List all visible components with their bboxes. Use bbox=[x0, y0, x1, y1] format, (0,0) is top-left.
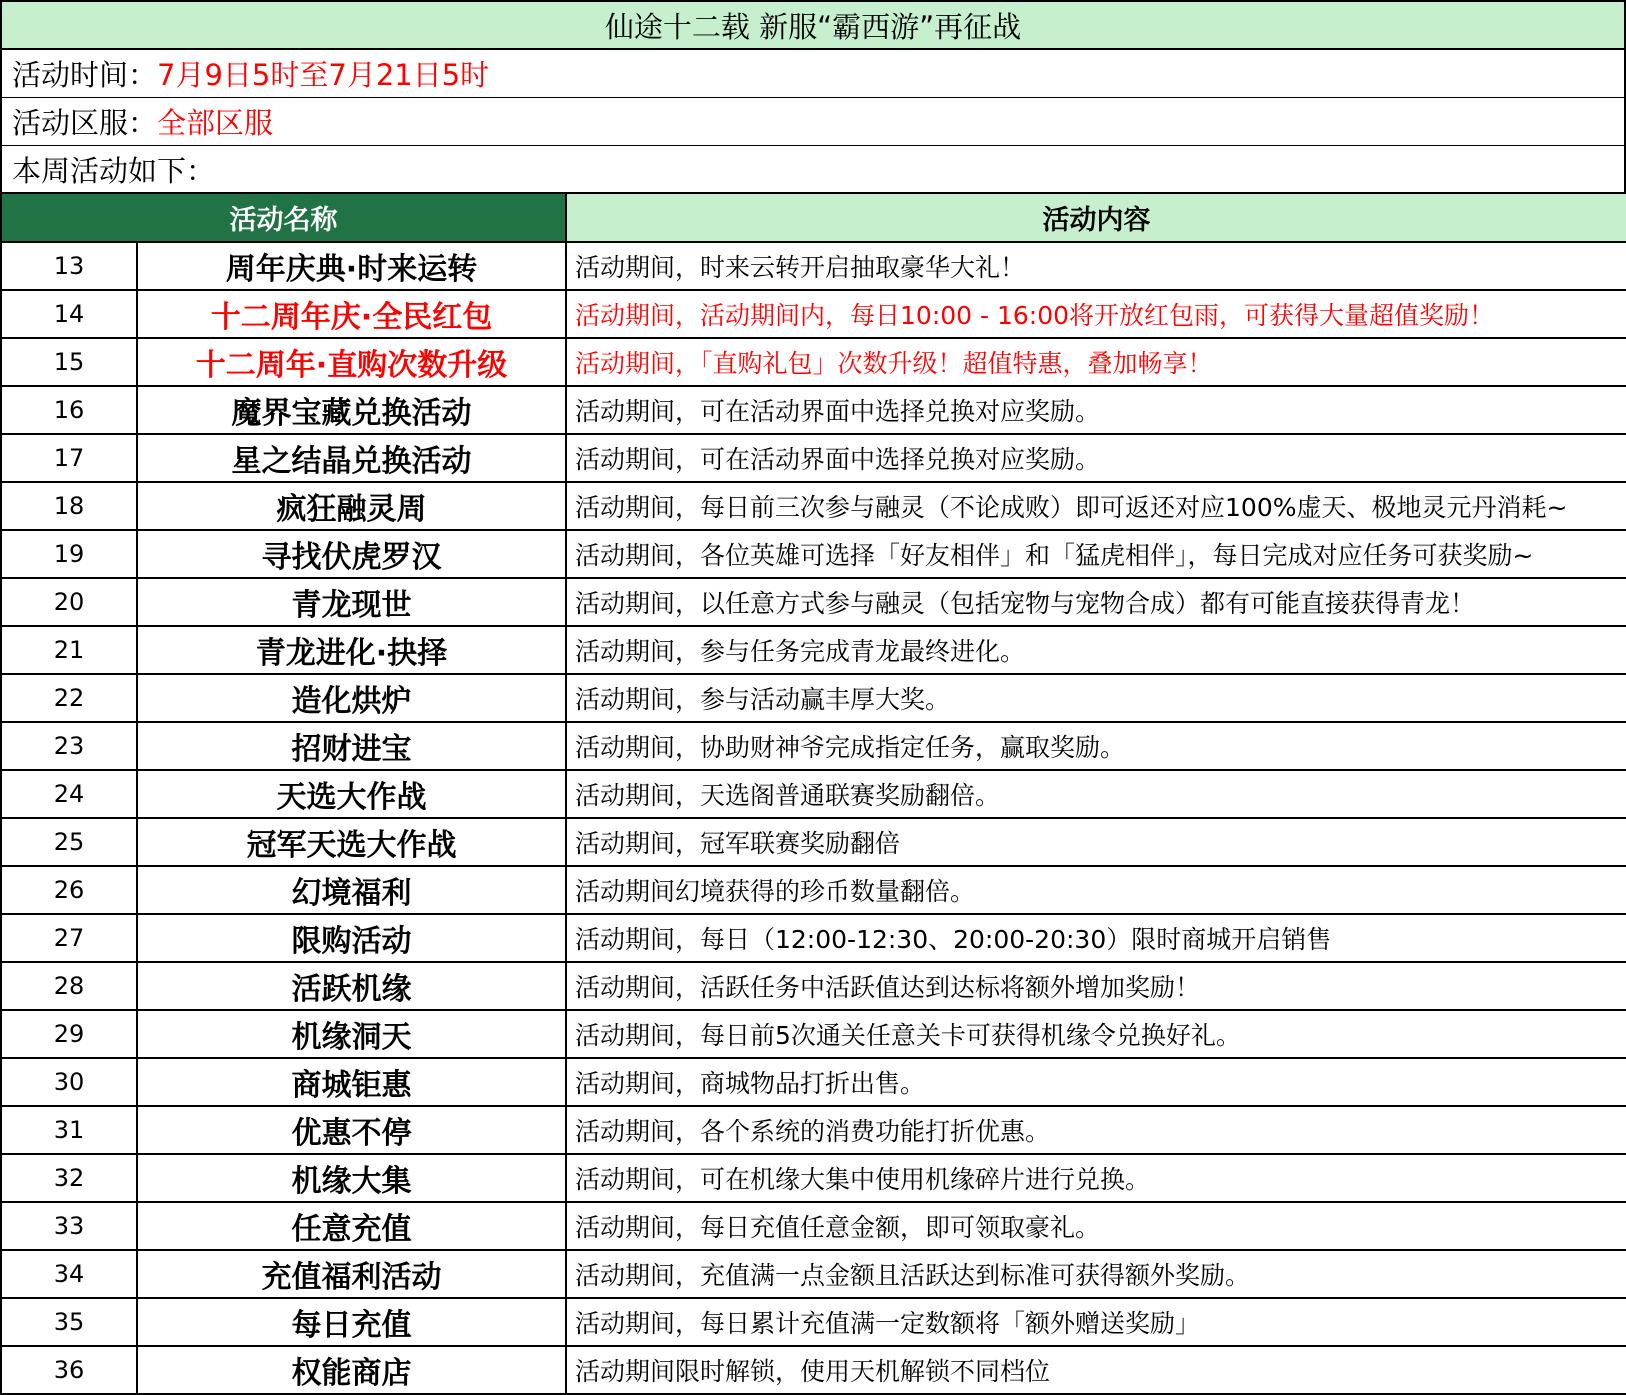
row-number-cell: 33 bbox=[1, 1202, 137, 1250]
activity-name-cell: 冠军天选大作战 bbox=[137, 818, 566, 866]
activity-name-cell: 造化烘炉 bbox=[137, 674, 566, 722]
row-number-cell: 13 bbox=[1, 242, 137, 290]
table-row bbox=[1, 1250, 1626, 1298]
activity-name-cell: 每日充值 bbox=[137, 1298, 566, 1346]
activity-content-cell: 活动期间，可在活动界面中选择兑换对应奖励。 bbox=[566, 434, 1626, 482]
activity-name-cell: 优惠不停 bbox=[137, 1106, 566, 1154]
table-header-row bbox=[1, 193, 1626, 242]
table-row bbox=[1, 530, 1626, 578]
table-row bbox=[1, 386, 1626, 434]
row-number-cell: 25 bbox=[1, 818, 137, 866]
activity-name-cell: 招财进宝 bbox=[137, 722, 566, 770]
table-row bbox=[1, 578, 1626, 626]
row-number-cell: 22 bbox=[1, 674, 137, 722]
activity-content-cell: 活动期间，冠军联赛奖励翻倍 bbox=[566, 818, 1626, 866]
activity-name-cell: 机缘大集 bbox=[137, 1154, 566, 1202]
activity-name-cell: 周年庆典·时来运转 bbox=[137, 242, 566, 290]
activity-content-cell: 活动期间，参与任务完成青龙最终进化。 bbox=[566, 626, 1626, 674]
row-number-cell: 15 bbox=[1, 338, 137, 386]
table-row bbox=[1, 242, 1626, 290]
activity-content-cell: 活动期间，以任意方式参与融灵（包括宠物与宠物合成）都有可能直接获得青龙！ bbox=[566, 578, 1626, 626]
activity-content-cell: 活动期间，天选阁普通联赛奖励翻倍。 bbox=[566, 770, 1626, 818]
activity-content-cell: 活动期间，参与活动赢丰厚大奖。 bbox=[566, 674, 1626, 722]
activity-time-row bbox=[0, 50, 1626, 98]
activity-name-cell: 疯狂融灵周 bbox=[137, 482, 566, 530]
activity-name-cell: 幻境福利 bbox=[137, 866, 566, 914]
row-number-cell: 21 bbox=[1, 626, 137, 674]
activity-name-cell: 权能商店 bbox=[137, 1346, 566, 1394]
activity-time-value: 7月9日5时至7月21日5时 bbox=[157, 58, 490, 92]
activity-content-cell: 活动期间，活动期间内，每日10:00 - 16:00将开放红包雨，可获得大量超值奖励！ bbox=[566, 290, 1626, 338]
row-number-cell: 31 bbox=[1, 1106, 137, 1154]
row-number-cell: 26 bbox=[1, 866, 137, 914]
activity-content-cell: 活动期间，每日累计充值满一定数额将「额外赠送奖励」 bbox=[566, 1298, 1626, 1346]
table-row bbox=[1, 626, 1626, 674]
column-header-name: 活动名称 bbox=[1, 193, 566, 242]
activity-content-cell: 活动期间，时来云转开启抽取豪华大礼！ bbox=[566, 242, 1626, 290]
activity-content-cell: 活动期间限时解锁，使用天机解锁不同档位 bbox=[566, 1346, 1626, 1394]
table-row bbox=[1, 866, 1626, 914]
activity-time-label: 活动时间： bbox=[12, 58, 158, 92]
table-row bbox=[1, 1346, 1626, 1394]
table-row bbox=[1, 962, 1626, 1010]
activity-name-cell: 寻找伏虎罗汉 bbox=[137, 530, 566, 578]
activity-server-value: 全部区服 bbox=[157, 106, 274, 140]
activity-content-cell: 活动期间，每日充值任意金额，即可领取豪礼。 bbox=[566, 1202, 1626, 1250]
row-number-cell: 32 bbox=[1, 1154, 137, 1202]
activity-content-cell: 活动期间，每日前5次通关任意关卡可获得机缘令兑换好礼。 bbox=[566, 1010, 1626, 1058]
table-row bbox=[1, 1010, 1626, 1058]
week-activities-label: 本周活动如下： bbox=[12, 153, 216, 188]
table-row bbox=[1, 1154, 1626, 1202]
activity-name-cell: 活跃机缘 bbox=[137, 962, 566, 1010]
activity-name-cell: 青龙现世 bbox=[137, 578, 566, 626]
activity-name-cell: 商城钜惠 bbox=[137, 1058, 566, 1106]
row-number-cell: 36 bbox=[1, 1346, 137, 1394]
page-title: 仙途十二载 新服“霸西游”再征战 bbox=[0, 0, 1626, 50]
activity-content-cell: 活动期间，可在活动界面中选择兑换对应奖励。 bbox=[566, 386, 1626, 434]
row-number-cell: 27 bbox=[1, 914, 137, 962]
activity-name-cell: 限购活动 bbox=[137, 914, 566, 962]
activity-name-cell: 任意充值 bbox=[137, 1202, 566, 1250]
activity-name-cell: 星之结晶兑换活动 bbox=[137, 434, 566, 482]
table-row bbox=[1, 1298, 1626, 1346]
table-row bbox=[1, 818, 1626, 866]
table-row bbox=[1, 482, 1626, 530]
row-number-cell: 17 bbox=[1, 434, 137, 482]
row-number-cell: 23 bbox=[1, 722, 137, 770]
table-row bbox=[1, 338, 1626, 386]
table-row bbox=[1, 770, 1626, 818]
activity-content-cell: 活动期间，每日前三次参与融灵（不论成败）即可返还对应100%虚天、极地灵元丹消耗~ bbox=[566, 482, 1626, 530]
activity-content-cell: 活动期间，充值满一点金额且活跃达到标准可获得额外奖励。 bbox=[566, 1250, 1626, 1298]
activity-name-cell: 十二周年庆·全民红包 bbox=[137, 290, 566, 338]
table-row bbox=[1, 434, 1626, 482]
activity-server-label: 活动区服： bbox=[12, 106, 158, 140]
activity-content-cell: 活动期间，「直购礼包」次数升级！超值特惠，叠加畅享！ bbox=[566, 338, 1626, 386]
activity-name-cell: 天选大作战 bbox=[137, 770, 566, 818]
row-number-cell: 16 bbox=[1, 386, 137, 434]
activity-name-cell: 魔界宝藏兑换活动 bbox=[137, 386, 566, 434]
activity-content-cell: 活动期间，商城物品打折出售。 bbox=[566, 1058, 1626, 1106]
row-number-cell: 14 bbox=[1, 290, 137, 338]
table-row bbox=[1, 674, 1626, 722]
row-number-cell: 28 bbox=[1, 962, 137, 1010]
activity-content-cell: 活动期间，协助财神爷完成指定任务，赢取奖励。 bbox=[566, 722, 1626, 770]
table-row bbox=[1, 290, 1626, 338]
activity-content-cell: 活动期间，各个系统的消费功能打折优惠。 bbox=[566, 1106, 1626, 1154]
week-activities-row bbox=[0, 146, 1626, 192]
activity-name-cell: 十二周年·直购次数升级 bbox=[137, 338, 566, 386]
table-row bbox=[1, 1202, 1626, 1250]
activity-name-cell: 青龙进化·抉择 bbox=[137, 626, 566, 674]
activity-content-cell: 活动期间，活跃任务中活跃值达到达标将额外增加奖励！ bbox=[566, 962, 1626, 1010]
activity-content-cell: 活动期间，各位英雄可选择「好友相伴」和「猛虎相伴」，每日完成对应任务可获奖励~ bbox=[566, 530, 1626, 578]
table-row bbox=[1, 1106, 1626, 1154]
row-number-cell: 34 bbox=[1, 1250, 137, 1298]
activity-name-cell: 充值福利活动 bbox=[137, 1250, 566, 1298]
table-row bbox=[1, 1058, 1626, 1106]
row-number-cell: 30 bbox=[1, 1058, 137, 1106]
activity-content-cell: 活动期间，可在机缘大集中使用机缘碎片进行兑换。 bbox=[566, 1154, 1626, 1202]
column-header-content: 活动内容 bbox=[566, 193, 1626, 242]
activity-name-cell: 机缘洞天 bbox=[137, 1010, 566, 1058]
activity-content-cell: 活动期间，每日（12:00-12:30、20:00-20:30）限时商城开启销售 bbox=[566, 914, 1626, 962]
activity-content-cell: 活动期间幻境获得的珍币数量翻倍。 bbox=[566, 866, 1626, 914]
activity-server-row bbox=[0, 98, 1626, 146]
table-row bbox=[1, 722, 1626, 770]
table-row bbox=[1, 914, 1626, 962]
row-number-cell: 35 bbox=[1, 1298, 137, 1346]
activity-table bbox=[0, 192, 1626, 1395]
row-number-cell: 29 bbox=[1, 1010, 137, 1058]
row-number-cell: 20 bbox=[1, 578, 137, 626]
row-number-cell: 19 bbox=[1, 530, 137, 578]
row-number-cell: 24 bbox=[1, 770, 137, 818]
row-number-cell: 18 bbox=[1, 482, 137, 530]
